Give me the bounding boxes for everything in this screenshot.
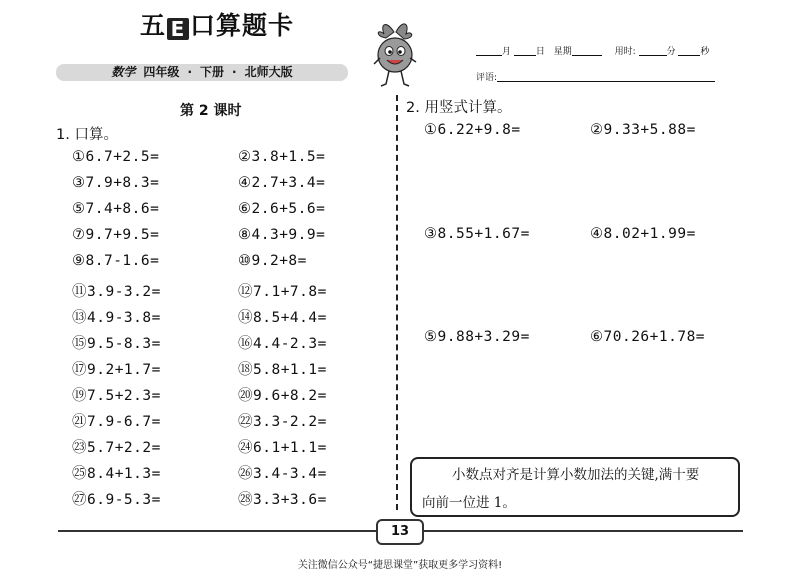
problem-right-1: ②3.8+1.5=	[238, 149, 326, 165]
problem-left-4: ⑦9.7+9.5=	[72, 227, 160, 244]
problem-right-12: ㉔6.1+1.1=	[238, 440, 327, 457]
problem-left-3: ⑤7.4+8.6=	[72, 201, 160, 218]
problem-left-11: ㉑7.9-6.7=	[72, 414, 161, 430]
comment-line: 评语:	[476, 70, 715, 83]
problem-right-3: ⑥2.6+5.6=	[238, 201, 326, 218]
problem-right-13: ㉖3.4-3.4=	[238, 466, 327, 483]
subject-bar: 数学 四年级 · 下册 · 北师大版	[56, 64, 348, 81]
problem-left-10: ⑲7.5+2.3=	[72, 387, 161, 404]
date-time-line: 月 日 星期 用时: 分 秒	[476, 44, 710, 57]
problem-left-9: ⑰9.2+1.7=	[72, 361, 161, 378]
card-title: 五 E 口算题卡	[140, 11, 295, 41]
section2-title: 2. 用竖式计算。	[406, 100, 512, 116]
problem-right-6: ⑫7.1+7.8=	[238, 283, 327, 300]
problem-left-8: ⑮9.5-8.3=	[72, 335, 161, 352]
tip-line-1: 小数点对齐是计算小数加法的关键,满十要	[452, 467, 700, 483]
problem-left-7: ⑬4.9-3.8=	[72, 309, 161, 326]
vertical-problem-2: ②9.33+5.88=	[590, 122, 696, 138]
problem-left-1: ①6.7+2.5=	[72, 149, 160, 165]
problem-left-5: ⑨8.7-1.6=	[72, 253, 160, 270]
vertical-problem-1: ①6.22+9.8=	[424, 122, 521, 138]
tip-box	[410, 457, 740, 517]
problem-left-2: ③7.9+8.3=	[72, 175, 160, 192]
grade-label: 四年级	[143, 65, 180, 79]
problem-right-7: ⑭8.5+4.4=	[238, 309, 327, 326]
vertical-problem-5: ⑤9.88+3.29=	[424, 329, 530, 345]
problem-right-10: ⑳9.6+8.2=	[238, 387, 327, 404]
problem-right-8: ⑯4.4-2.3=	[238, 335, 327, 352]
edition-label: 北师大版	[244, 65, 293, 79]
problem-left-13: ㉕8.4+1.3=	[72, 466, 161, 483]
problem-left-6: ⑪3.9-3.2=	[72, 283, 161, 300]
subject-label: 数学	[111, 65, 136, 79]
radish-mascot-icon	[372, 18, 418, 96]
vertical-problem-3: ③8.55+1.67=	[424, 226, 530, 242]
problem-right-11: ㉒3.3-2.2=	[238, 414, 327, 430]
problem-left-12: ㉓5.7+2.2=	[72, 440, 161, 457]
problem-right-14: ㉘3.3+3.6=	[238, 492, 327, 509]
tip-line-2: 向前一位进 1。	[422, 495, 516, 511]
section1-title: 1. 口算。	[56, 127, 118, 143]
problem-left-14: ㉗6.9-5.3=	[72, 492, 161, 509]
vertical-problem-6: ⑥70.26+1.78=	[590, 329, 706, 345]
problem-right-9: ⑱5.8+1.1=	[238, 361, 327, 378]
lesson-title: 第 2 课时	[180, 103, 242, 119]
title-e-logo: E	[167, 18, 189, 40]
dashed-divider	[396, 95, 398, 510]
problem-right-4: ⑧4.3+9.9=	[238, 227, 326, 244]
problem-right-2: ④2.7+3.4=	[238, 175, 326, 192]
page-number: 13	[376, 519, 424, 545]
vertical-problem-4: ④8.02+1.99=	[590, 226, 696, 242]
problem-right-5: ⑩9.2+8=	[238, 253, 307, 270]
footer-note: 关注微信公众号“捷思课堂”获取更多学习资料!	[297, 560, 503, 571]
term-label: 下册	[200, 65, 225, 79]
